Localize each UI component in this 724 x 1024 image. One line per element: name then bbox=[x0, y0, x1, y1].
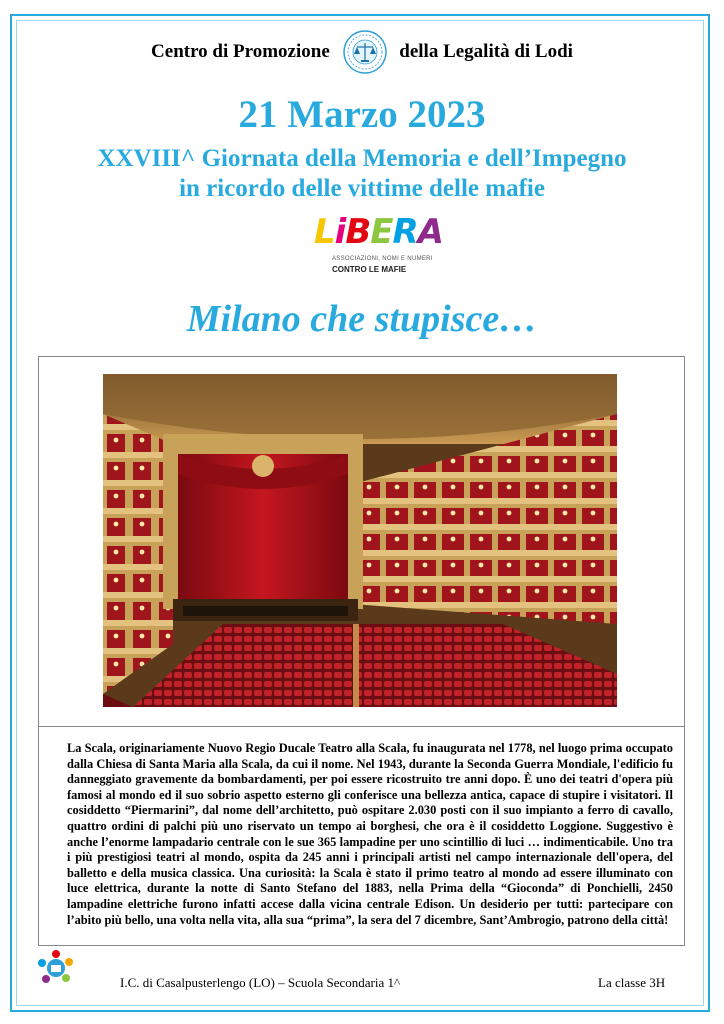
theatre-photo bbox=[103, 374, 617, 707]
headline: Milano che stupisce… bbox=[186, 298, 538, 340]
school-logo-icon bbox=[36, 948, 76, 988]
libera-logo-word: LiBERA bbox=[314, 212, 443, 252]
legality-seal-icon bbox=[343, 30, 387, 74]
header bbox=[0, 30, 724, 74]
event-subtitle bbox=[0, 144, 724, 204]
footer-school: I.C. di Casalpusterlengo (LO) – Scuola Secondaria 1^ bbox=[120, 975, 401, 990]
subtitle-line-2: in ricordo delle vittime delle mafie bbox=[179, 175, 545, 202]
subtitle-line-1: XXVIII^ Giornata della Memoria e dell’Impegno bbox=[97, 145, 627, 172]
event-date: 21 Marzo 2023 bbox=[238, 93, 486, 136]
photo-cell bbox=[39, 357, 684, 727]
libera-tagline-2: CONTRO LE MAFIE bbox=[332, 265, 407, 274]
libera-logo bbox=[314, 212, 443, 288]
footer-class: La classe 3H bbox=[598, 975, 666, 990]
header-right-text: della Legalità di Lodi bbox=[399, 41, 573, 62]
libera-tagline-1: ASSOCIAZIONI, NOMI E NUMERI bbox=[332, 256, 433, 262]
article-text: La Scala, originariamente Nuovo Regio Ducale Teatro alla Scala, fu inaugurata nel 1778, nel luogo prima occupato dalla Chiesa di Santa Maria alla Scala, da cui il nome. Nel 1943, durante la Seconda Guerra Mondiale, l'edificio fu danneggiato gravemente da bombardamenti, per poi essere ricostruito tre anni dopo. È uno dei teatri d'opera più famosi al mondo ed il suo sobrio aspetto esterno gli conferisce una bellezza antica, capace di stupire i visitatori. Il cosiddetto “Piermarini”, dal nome dell’architetto, può ospitare 2.030 posti con il suo impianto a ferro di cavallo, quattro ordini di palchi più uno riservato un tempo ai borghesi, che ora è il cosiddetto Loggione. Suggestivo è anche l’enorme lampadario centrale con le sue 365 lampadine per uno scintillio di luci … indimenticabile. Uno tra i più prestigiosi teatri al mondo, ospita da 245 anni i principali artisti nel campo internazionale dell'opera, del balletto e della musica classica. Una curiosità: la Scala è stato il primo teatro al mondo ad essere illuminato con luce elettrica, durante la notte di Santo Stefano del 1883, nella Prima della “Gioconda” di Ponchielli, 2450 lampadine elettriche furono infatti accese dalla vicina centrale Edison. Un desiderio per tutti: partecipare con l’abito più bello, una volta nella vita, alla sua “prima”, la sera del 7 dicembre, Sant’Ambrogio, patrono della città! bbox=[67, 741, 673, 927]
header-left-text: Centro di Promozione bbox=[151, 41, 330, 62]
content-box bbox=[38, 356, 685, 946]
